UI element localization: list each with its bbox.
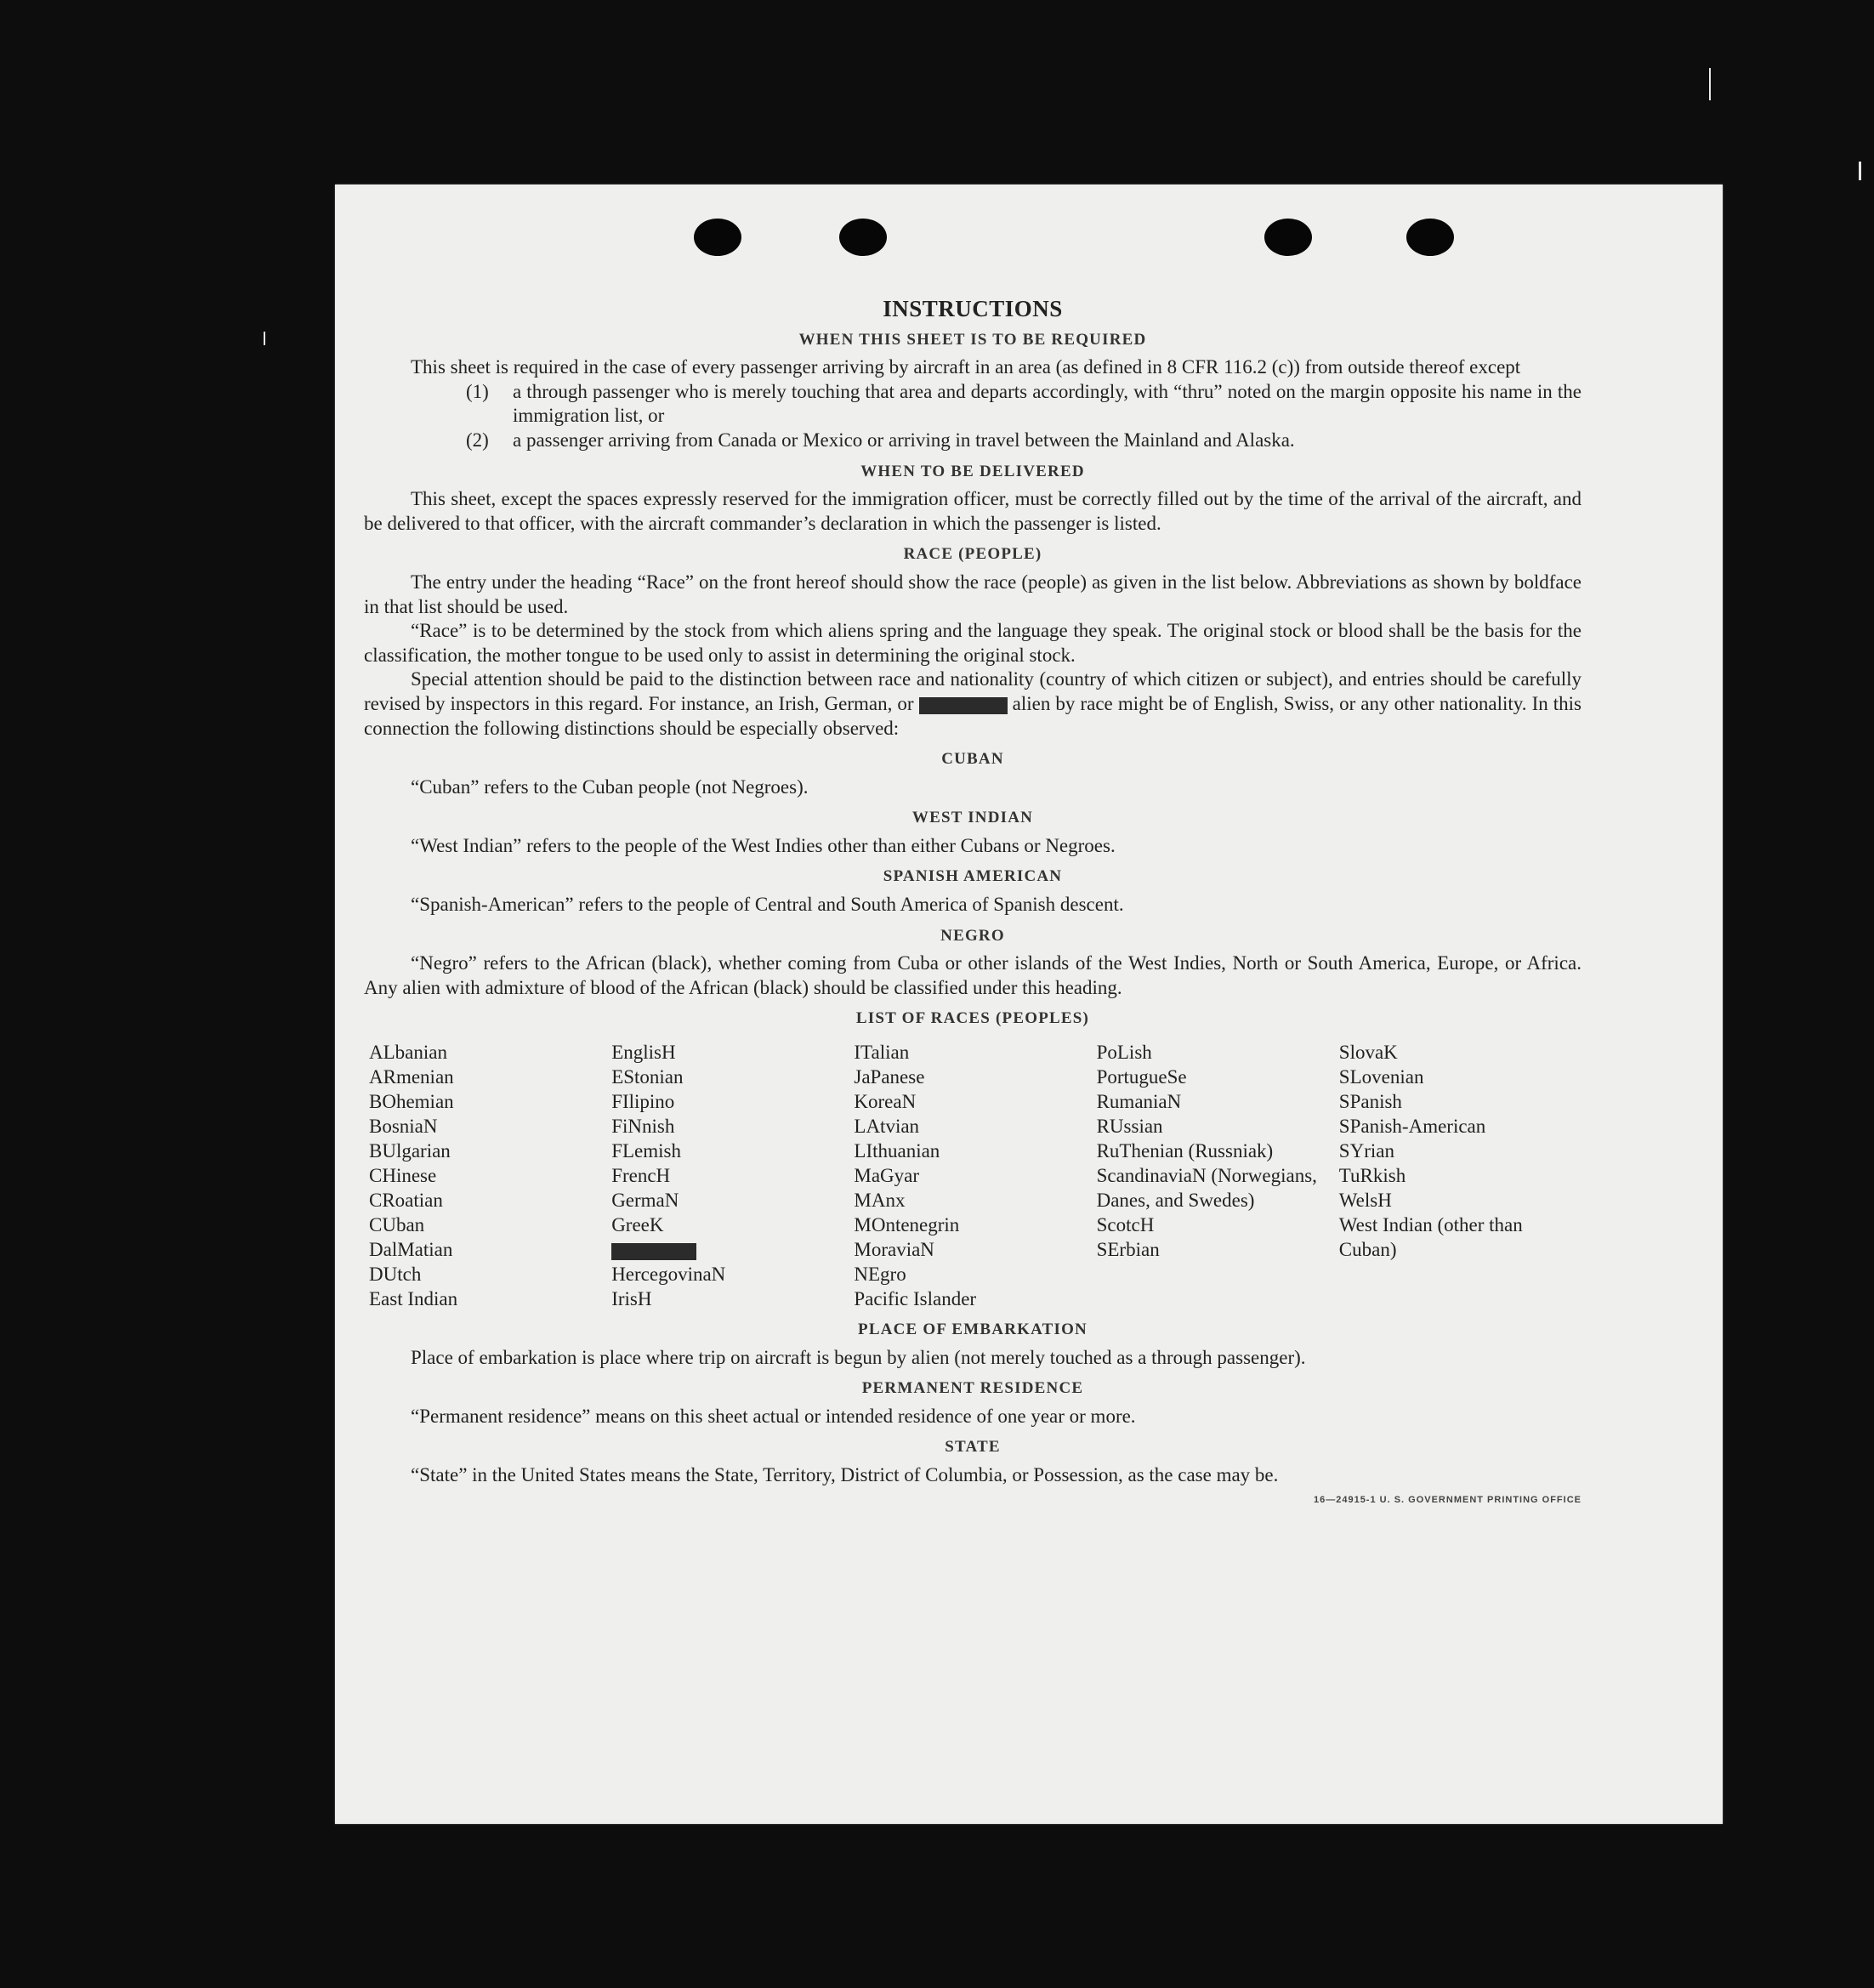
- race-entry: Pacific Islander: [854, 1288, 977, 1310]
- race-entry: CHinese: [369, 1165, 437, 1187]
- race-entry: SlovaK: [1338, 1042, 1398, 1064]
- race-entry: GreeK: [611, 1214, 664, 1236]
- race-entry: SPanish: [1338, 1091, 1402, 1113]
- paragraph: [364, 667, 1582, 741]
- race-entry: ScandinaviaN (Norwegians, Danes, and Swedes): [1096, 1165, 1317, 1212]
- race-entry: CRoatian: [369, 1190, 443, 1212]
- redaction-mark: [611, 1243, 696, 1260]
- section-heading: WEST INDIAN: [911, 809, 1034, 827]
- punch-hole: [839, 219, 887, 256]
- punch-hole: [694, 219, 741, 256]
- race-entry: FLemish: [611, 1140, 681, 1162]
- section-heading: WHEN TO BE DELIVERED: [860, 462, 1085, 480]
- item-text: a passenger arriving from Canada or Mexico or arriving in travel between the Mainland and Alaska.: [513, 429, 1295, 451]
- list-item: [466, 429, 1582, 453]
- sheet-content: [364, 297, 1582, 1512]
- race-entry: FIlipino: [611, 1091, 675, 1113]
- paragraph: “Cuban” refers to the Cuban people (not Negroes).: [411, 775, 809, 798]
- list-item: [466, 380, 1582, 429]
- section-heading: LIST OF RACES (PEOPLES): [855, 1009, 1090, 1028]
- scan-speck: [1859, 162, 1861, 180]
- race-entry: SErbian: [1096, 1239, 1160, 1261]
- race-column: [1339, 1040, 1582, 1311]
- race-entry: MOntenegrin: [854, 1214, 960, 1236]
- race-entry: SLovenian: [1338, 1066, 1424, 1088]
- paragraph: “Negro” refers to the African (black), whether coming from Cuba or other islands of the West Indies, North or South America, Europe, or Africa. Any alien with admixture of blood of the African (black) should be classified under this heading.: [364, 952, 1582, 998]
- race-column: [854, 1040, 1096, 1311]
- race-entry-redacted: [611, 1237, 854, 1262]
- race-entry: DUtch: [369, 1264, 422, 1286]
- printer-line: 16—24915-1 U. S. GOVERNMENT PRINTING OFFICE: [1313, 1494, 1582, 1505]
- race-entry: WelsH: [1338, 1190, 1392, 1212]
- race-column: [369, 1040, 611, 1311]
- race-entry: LAtvian: [854, 1116, 920, 1138]
- race-entry: EStonian: [611, 1066, 684, 1088]
- race-entry: DalMatian: [369, 1239, 453, 1261]
- race-entry: RuThenian (Russniak): [1096, 1140, 1274, 1162]
- race-entry: West Indian (other than Cuban): [1338, 1214, 1523, 1261]
- race-entry: MAnx: [854, 1190, 906, 1212]
- race-column: [1097, 1040, 1339, 1311]
- race-entry: LIthuanian: [854, 1140, 940, 1162]
- paragraph-part: alien by race might be of English, Swiss, or any other nationality. In this connection the following distinctions should be especially observed:: [364, 692, 1582, 739]
- race-entry: KoreaN: [854, 1091, 917, 1113]
- race-entry: SYrian: [1338, 1140, 1394, 1162]
- section-heading: CUBAN: [941, 750, 1004, 769]
- race-entry: HercegovinaN: [611, 1264, 726, 1286]
- race-entry: RumaniaN: [1096, 1091, 1182, 1113]
- paragraph: This sheet, except the spaces expressly reserved for the immigration officer, must be correctly filled out by the time of the arrival of the aircraft, and be delivered to that officer, with the aircraft commander’s declaration in which the passenger is listed.: [364, 488, 1582, 534]
- race-entry: JaPanese: [854, 1066, 925, 1088]
- race-entry: ARmenian: [369, 1066, 454, 1088]
- race-entry: MaGyar: [854, 1165, 920, 1187]
- race-entry: RUssian: [1096, 1116, 1163, 1138]
- section-heading: WHEN THIS SHEET IS TO BE REQUIRED: [798, 330, 1147, 349]
- race-entry: NEgro: [854, 1264, 906, 1286]
- race-entry: BUlgarian: [369, 1140, 451, 1162]
- race-entry: IrisH: [611, 1288, 652, 1310]
- race-list: [369, 1040, 1582, 1311]
- section-heading: STATE: [945, 1438, 1001, 1457]
- race-entry: PortugueSe: [1096, 1066, 1187, 1088]
- item-number: (2): [466, 429, 489, 451]
- race-entry: ScotcH: [1096, 1214, 1155, 1236]
- paragraph: “State” in the United States means the State, Territory, District of Columbia, or Possession, as the case may be.: [411, 1464, 1279, 1485]
- race-entry: ALbanian: [369, 1042, 447, 1064]
- section-heading: PLACE OF EMBARKATION: [858, 1321, 1087, 1339]
- race-entry: TuRkish: [1338, 1165, 1406, 1187]
- page-title: INSTRUCTIONS: [883, 296, 1063, 321]
- paragraph: The entry under the heading “Race” on the front hereof should show the race (people) as given in the list below. Abbreviations as shown by boldface in that list should be used.: [364, 571, 1582, 617]
- paragraph: “Spanish-American” refers to the people of Central and South America of Spanish descent.: [411, 894, 1124, 916]
- paragraph: “West Indian” refers to the people of the West Indies other than either Cubans or Negroes.: [411, 834, 1116, 856]
- footer: [364, 1488, 1582, 1513]
- section-heading: PERMANENT RESIDENCE: [861, 1379, 1084, 1398]
- race-entry: EnglisH: [611, 1042, 676, 1064]
- section-heading: NEGRO: [940, 926, 1005, 945]
- paragraph: “Permanent residence” means on this sheet actual or intended residence of one year or more.: [411, 1405, 1136, 1427]
- instruction-sheet: [335, 185, 1723, 1824]
- paragraph-part: Special attention should be paid to the distinction between race and nationality (country of which citizen or subject), and entries should be carefully revised by inspectors in this regard. For instance, an Irish, German, or: [364, 668, 1582, 714]
- paragraph: Place of embarkation is place where trip on aircraft is begun by alien (not merely touched as a through passenger).: [411, 1346, 1306, 1368]
- scan-speck: [1709, 68, 1711, 100]
- item-number: (1): [466, 380, 489, 402]
- race-entry: FrencH: [611, 1165, 671, 1187]
- race-entry: FiNnish: [611, 1116, 675, 1138]
- scan-speck: [264, 332, 265, 345]
- race-entry: BosniaN: [369, 1116, 438, 1138]
- punch-hole: [1264, 219, 1312, 256]
- paragraph: This sheet is required in the case of every passenger arriving by aircraft in an area (as defined in 8 CFR 116.2 (c)) from outside thereof except: [411, 356, 1521, 378]
- race-entry: GermaN: [611, 1190, 679, 1212]
- section-heading: RACE (PEOPLE): [903, 545, 1042, 564]
- punch-hole: [1406, 219, 1454, 256]
- race-entry: PoLish: [1096, 1042, 1152, 1064]
- race-entry: BOhemian: [369, 1091, 454, 1113]
- race-entry: MoraviaN: [854, 1239, 934, 1261]
- race-entry: ITalian: [854, 1042, 910, 1064]
- race-entry: East Indian: [369, 1288, 458, 1310]
- item-text: a through passenger who is merely touching that area and departs accordingly, with “thru” noted on the margin opposite his name in the immigration list, or: [513, 380, 1582, 427]
- redaction-mark: [919, 697, 1008, 714]
- race-entry: SPanish-American: [1338, 1116, 1486, 1138]
- paragraph: “Race” is to be determined by the stock from which aliens spring and the language they speak. The original stock or blood shall be the basis for the classification, the mother tongue to be used only to assist in determining the original stock.: [364, 620, 1582, 666]
- race-column: [611, 1040, 854, 1311]
- section-heading: SPANISH AMERICAN: [883, 867, 1063, 886]
- race-entry: CUban: [369, 1214, 425, 1236]
